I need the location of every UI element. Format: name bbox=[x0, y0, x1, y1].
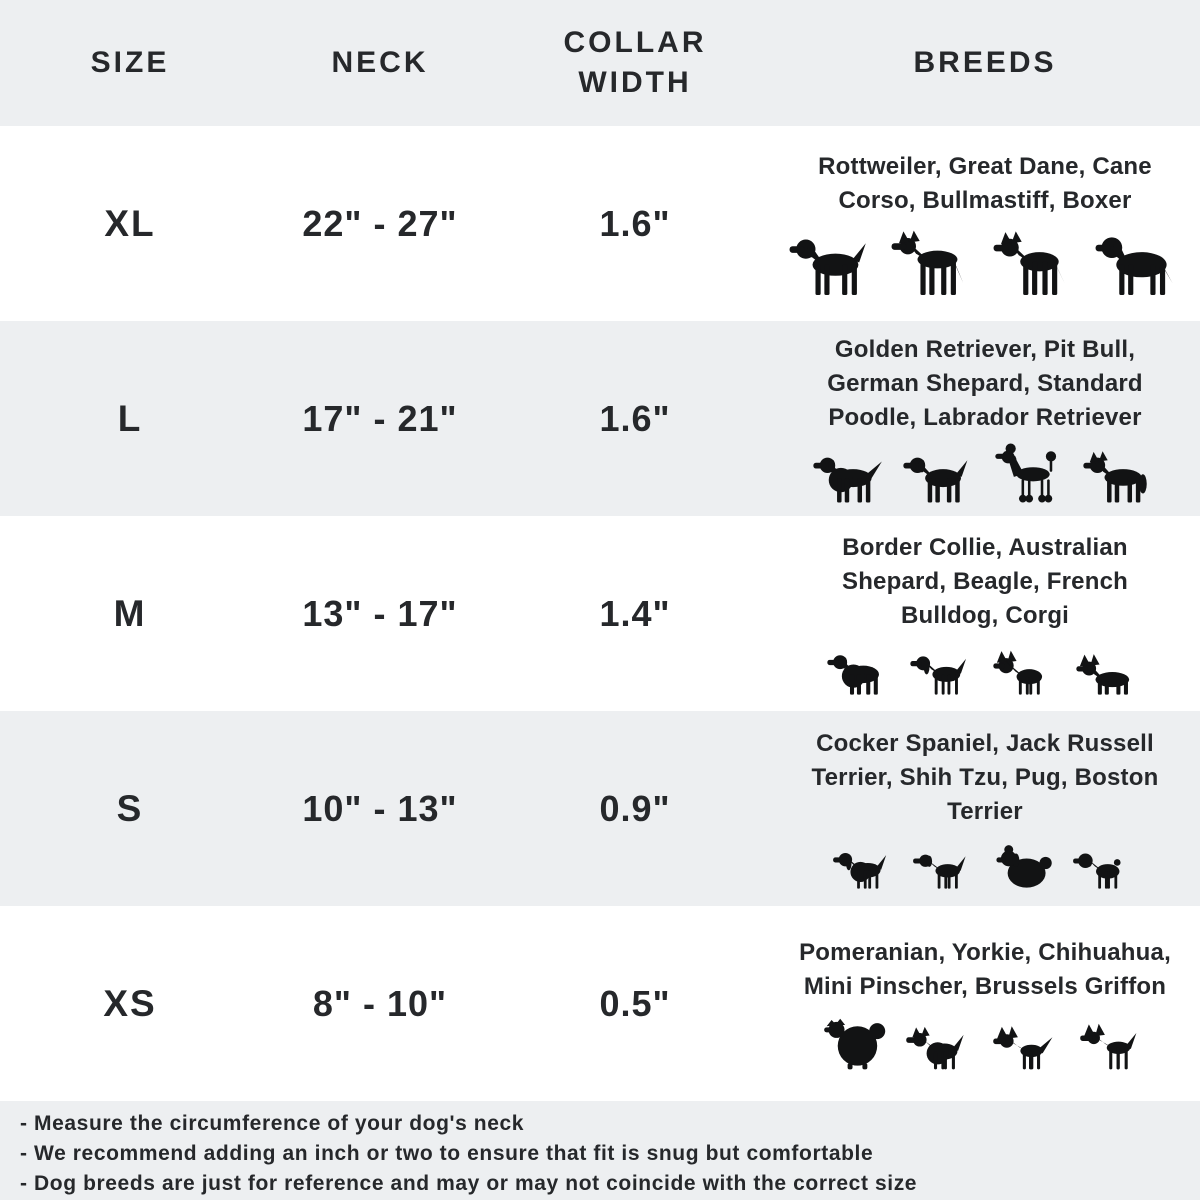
breeds-cell bbox=[770, 150, 1200, 298]
note-reference: - Dog breeds are just for reference and may or may not coincide with the correct size bbox=[20, 1172, 918, 1195]
breeds-text: Pomeranian, Yorkie, Chihuahua, Mini Pinscher, Brussels Griffon bbox=[799, 938, 1171, 1000]
jack-russell-icon bbox=[912, 835, 979, 891]
golden-retriever-icon bbox=[812, 441, 889, 505]
corgi-icon bbox=[1075, 639, 1145, 697]
table-row bbox=[0, 711, 1200, 906]
pomeranian-icon bbox=[818, 1010, 892, 1072]
beagle-icon bbox=[909, 639, 979, 697]
size-cell: L bbox=[117, 397, 143, 439]
size-cell: S bbox=[116, 787, 144, 829]
breed-icons bbox=[832, 835, 1139, 891]
note-measure: - Measure the circumference of your dog's neck bbox=[20, 1112, 525, 1135]
breeds-cell bbox=[770, 531, 1200, 697]
cocker-spaniel-icon bbox=[832, 835, 899, 891]
breeds-cell bbox=[770, 333, 1200, 505]
standard-poodle-icon bbox=[992, 441, 1069, 505]
table-header bbox=[0, 0, 1200, 126]
min-pin-icon bbox=[1079, 1010, 1153, 1072]
shih-tzu-icon bbox=[992, 835, 1059, 891]
notes bbox=[0, 1101, 1200, 1200]
breeds-text: Border Collie, Australian Shepard, Beagle, French Bulldog, Corgi bbox=[841, 533, 1128, 629]
great-dane-icon bbox=[890, 224, 979, 298]
border-collie-icon bbox=[826, 639, 896, 697]
table-body bbox=[0, 126, 1200, 1101]
neck-cell: 8" - 10" bbox=[312, 982, 448, 1024]
neck-cell: 10" - 13" bbox=[302, 787, 458, 829]
neck-cell: 13" - 17" bbox=[302, 592, 458, 634]
collar-width-cell: 1.4" bbox=[599, 592, 671, 634]
chihuahua-icon bbox=[992, 1010, 1066, 1072]
size-cell: XS bbox=[103, 982, 157, 1024]
size-cell: M bbox=[113, 592, 147, 634]
yorkie-icon bbox=[905, 1010, 979, 1072]
neck-cell: 17" - 21" bbox=[302, 397, 458, 439]
labrador-icon bbox=[902, 441, 979, 505]
col-header-size: SIZE bbox=[90, 45, 170, 79]
note-recommend: - We recommend adding an inch or two to ensure that fit is snug but comfortable bbox=[20, 1142, 874, 1165]
collar-width-cell: 1.6" bbox=[599, 202, 671, 244]
german-shepherd-icon bbox=[1082, 441, 1159, 505]
table-row bbox=[0, 906, 1200, 1101]
rottweiler-icon bbox=[788, 224, 877, 298]
breed-icons bbox=[788, 224, 1183, 298]
french-bulldog-icon bbox=[992, 639, 1062, 697]
table-row bbox=[0, 126, 1200, 321]
neck-cell: 22" - 27" bbox=[302, 202, 458, 244]
bullmastiff-icon bbox=[1094, 224, 1183, 298]
cane-corso-icon bbox=[992, 224, 1081, 298]
pug-icon bbox=[1072, 835, 1139, 891]
breed-icons bbox=[818, 1010, 1153, 1072]
breeds-text: Golden Retriever, Pit Bull, German Shepard, Standard Poodle, Labrador Retriever bbox=[827, 335, 1143, 431]
col-header-neck: NECK bbox=[331, 45, 429, 79]
collar-width-cell: 1.6" bbox=[599, 397, 671, 439]
size-cell: XL bbox=[104, 202, 156, 244]
breed-icons bbox=[826, 639, 1145, 697]
breeds-text: Rottweiler, Great Dane, Cane Corso, Bullmastiff, Boxer bbox=[818, 152, 1152, 214]
collar-width-cell: 0.5" bbox=[599, 982, 671, 1024]
breeds-cell bbox=[770, 727, 1200, 891]
breeds-cell bbox=[770, 936, 1200, 1072]
table-row bbox=[0, 516, 1200, 711]
breeds-text: Cocker Spaniel, Jack Russell Terrier, Shih Tzu, Pug, Boston Terrier bbox=[811, 729, 1159, 825]
table-row bbox=[0, 321, 1200, 516]
col-header-collar-width: COLLAR WIDTH bbox=[563, 25, 707, 99]
collar-width-cell: 0.9" bbox=[599, 787, 671, 829]
col-header-breeds: BREEDS bbox=[913, 45, 1057, 79]
breed-icons bbox=[812, 441, 1159, 505]
